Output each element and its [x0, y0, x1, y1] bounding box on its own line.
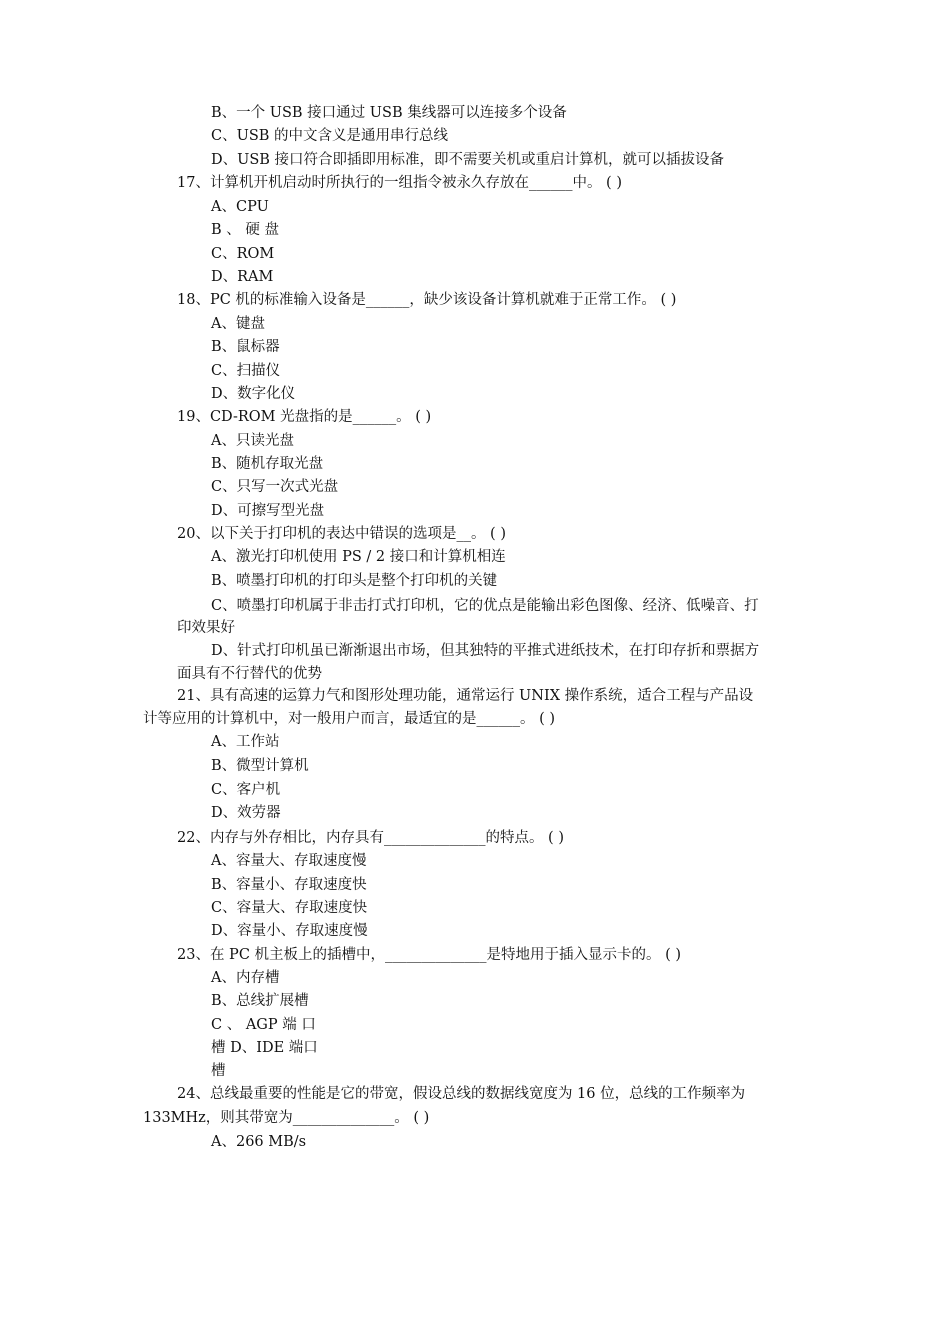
- q17-option-d: D、RAM: [211, 269, 274, 285]
- q19-option-c: C、只写一次式光盘: [211, 479, 339, 495]
- q17-option-a: A、CPU: [211, 199, 269, 215]
- q23-tail: 槽: [211, 1063, 226, 1079]
- q19-option-a: A、只读光盘: [211, 433, 294, 449]
- q23-option-d: 槽 D、IDE 端口: [211, 1040, 318, 1056]
- q20-option-c-line2: 印效果好: [177, 620, 235, 636]
- q20-option-d-line1: D、针式打印机虽已渐渐退出市场，但其独特的平推式进纸技术，在打印存折和票据方: [211, 643, 760, 659]
- q24-stem-line1: 24、总线最重要的性能是它的带宽，假设总线的数据线宽度为 16 位，总线的工作频率为: [177, 1086, 746, 1102]
- q22-option-a: A、容量大、存取速度慢: [211, 853, 367, 869]
- q18-option-a: A、键盘: [211, 316, 265, 332]
- q20-option-a: A、激光打印机使用 PS / 2 接口和计算机相连: [211, 549, 506, 565]
- q17-stem: 17、计算机开机启动时所执行的一组指令被永久存放在______中。 ( ): [177, 175, 622, 191]
- q21-option-d: D、效劳器: [211, 805, 281, 821]
- q24-stem-line2: 133MHz，则其带宽为______________。 ( ): [143, 1110, 430, 1126]
- q22-option-d: D、容量小、存取速度慢: [211, 923, 368, 939]
- q19-stem: 19、CD-ROM 光盘指的是______。 ( ): [177, 409, 432, 425]
- q22-option-c: C、容量大、存取速度快: [211, 900, 368, 916]
- q20-option-b: B、喷墨打印机的打印头是整个打印机的关键: [211, 573, 498, 589]
- q17-option-c: C、ROM: [211, 246, 275, 262]
- q23-option-b: B、总线扩展槽: [211, 993, 309, 1009]
- q16-option-c: C、USB 的中文含义是通用串行总线: [211, 128, 449, 144]
- q21-option-b: B、微型计算机: [211, 758, 309, 774]
- q20-option-c-line1: C、喷墨打印机属于非击打式打印机，它的优点是能输出彩色图像、经济、低噪音、打: [211, 598, 759, 614]
- q22-stem: 22、内存与外存相比，内存具有______________的特点。 ( ): [177, 830, 564, 846]
- q18-option-b: B、鼠标器: [211, 339, 280, 355]
- q18-stem: 18、PC 机的标准输入设备是______，缺少该设备计算机就难于正常工作。 ( ): [177, 292, 677, 308]
- q16-option-b: B、一个 USB 接口通过 USB 集线器可以连接多个设备: [211, 105, 567, 121]
- q21-stem-line1: 21、具有高速的运算力气和图形处理功能，通常运行 UNIX 操作系统，适合工程与产品设: [177, 688, 754, 704]
- q21-stem-line2: 计等应用的计算机中，对一般用户而言，最适宜的是______。 ( ): [143, 711, 556, 727]
- q19-option-b: B、随机存取光盘: [211, 456, 324, 472]
- q21-option-a: A、工作站: [211, 734, 280, 750]
- q21-option-c: C、客户机: [211, 782, 281, 798]
- q20-option-d-line2: 面具有不行替代的优势: [177, 666, 322, 682]
- q22-option-b: B、容量小、存取速度快: [211, 877, 367, 893]
- q24-option-a: A、266 MB/s: [211, 1134, 307, 1150]
- q23-option-a: A、内存槽: [211, 970, 280, 986]
- q20-stem: 20、以下关于打印机的表达中错误的选项是__。 ( ): [177, 526, 506, 542]
- q19-option-d: D、可擦写型光盘: [211, 503, 325, 519]
- q23-option-c: C 、 AGP 端 口: [211, 1017, 316, 1033]
- q18-option-c: C、扫描仪: [211, 363, 281, 379]
- q23-stem: 23、在 PC 机主板上的插槽中，______________是特地用于插入显示卡的。 ( ): [177, 947, 682, 963]
- q16-option-d: D、USB 接口符合即插即用标准，即不需要关机或重启计算机，就可以插拔设备: [211, 152, 725, 168]
- q18-option-d: D、数字化仪: [211, 386, 296, 402]
- q17-option-b: B 、 硬 盘: [211, 222, 279, 238]
